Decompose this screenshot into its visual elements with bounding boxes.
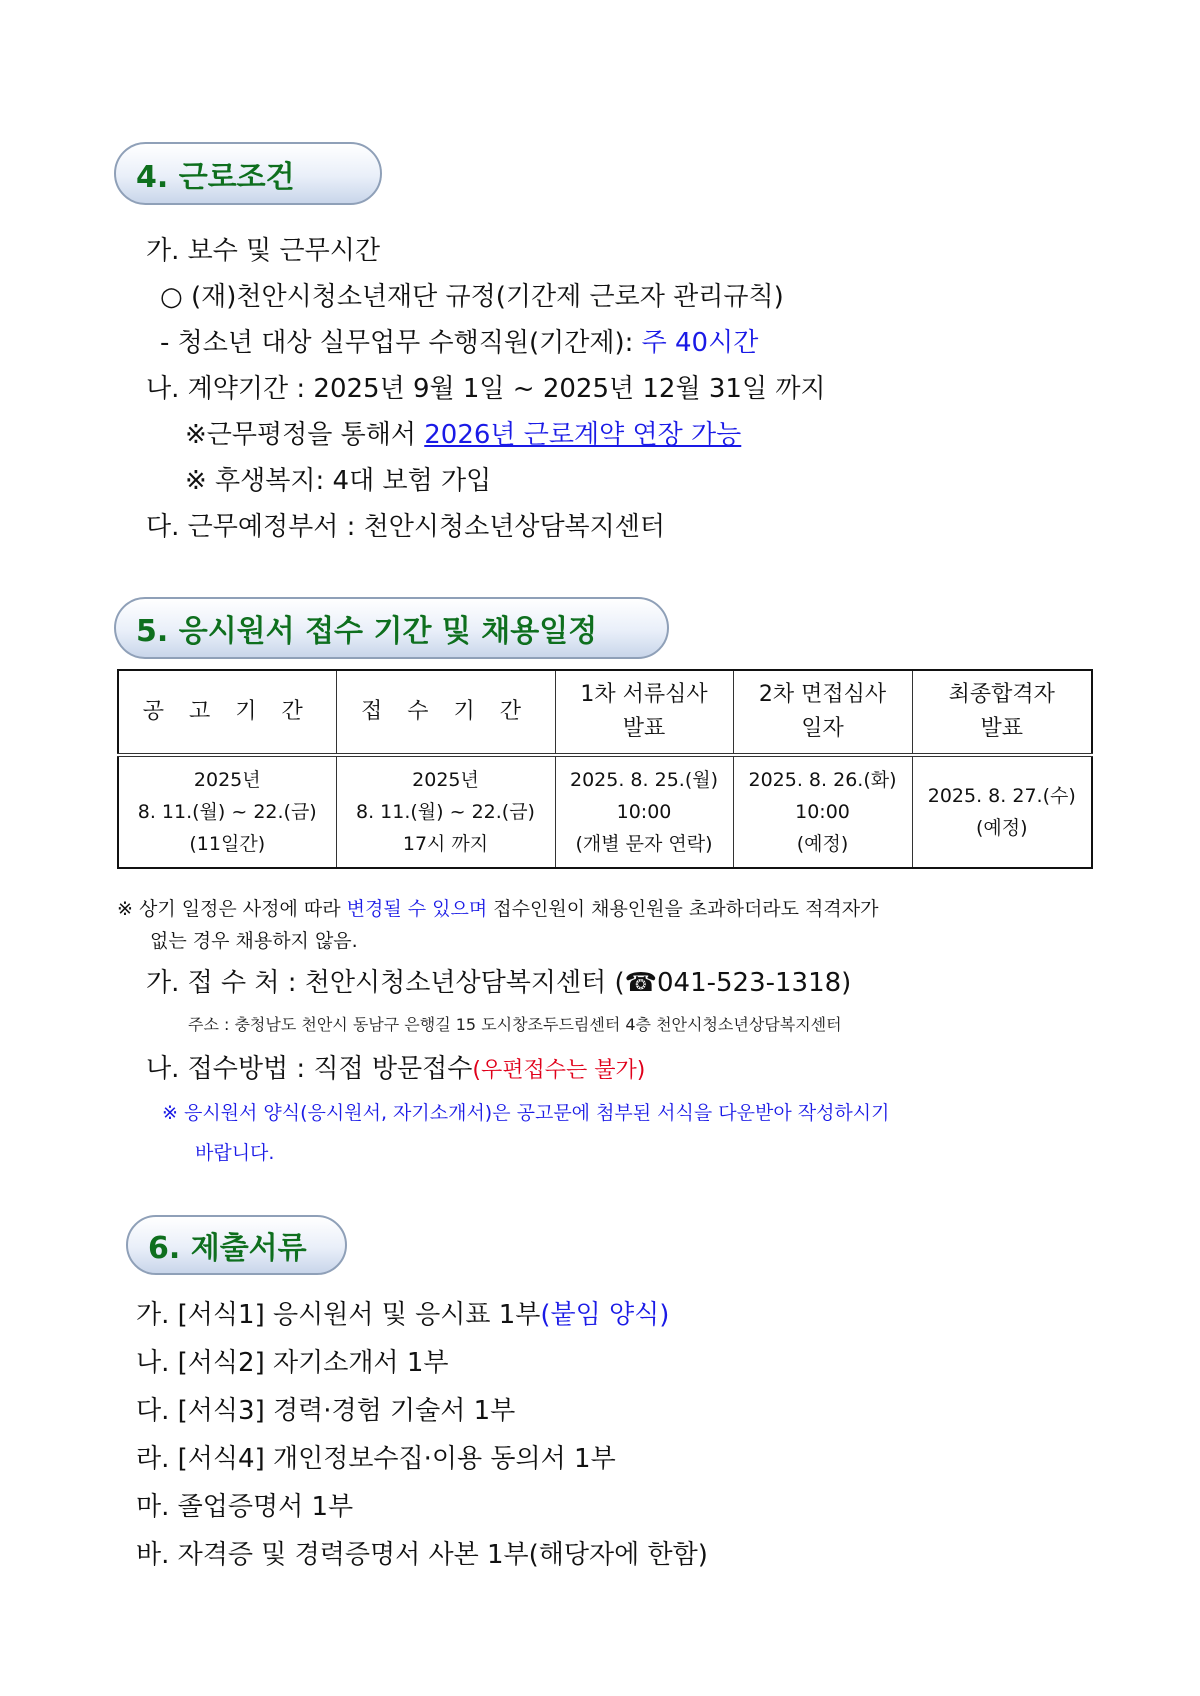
cell-interview: 2025. 8. 26.(화) 10:00 (예정) (733, 755, 912, 868)
cell-doc-review: 2025. 8. 25.(월) 10:00 (개별 문자 연락) (555, 755, 733, 868)
schedule-table (117, 669, 1093, 869)
header-announce: 공 고 기 간 (118, 670, 336, 755)
s5-note (117, 894, 878, 921)
header-interview: 2차 면접심사 일자 (733, 670, 912, 755)
s4-extension-link[interactable]: 2026년 근로계약 연장 가능 (424, 420, 742, 450)
s4-da: 다. 근무예정부서 : 천안시청소년상담복지센터 (146, 512, 666, 542)
s4-ga-circle: ○ (재)천안시청소년재단 규정(기간제 근로자 관리규칙) (160, 282, 784, 312)
s5-ga: 가. 접 수 처 : 천안시청소년상담복지센터 (☎041-523-1318) (146, 968, 852, 998)
s5-note-text: ※ 상기 일정은 사정에 따라 (117, 898, 347, 920)
header-receive: 접 수 기 간 (336, 670, 555, 755)
section-4-title: 4. 근로조건 (136, 159, 295, 195)
s5-note-suffix: 접수인원이 채용인원을 초과하더라도 적격자가 (487, 898, 879, 920)
header-final: 최종합격자 발표 (912, 670, 1092, 755)
s5-na (146, 1048, 645, 1085)
s6-item-2: 나. [서식2] 자기소개서 1부 (136, 1348, 449, 1378)
s6-item-3: 다. [서식3] 경력·경험 기술서 1부 (136, 1396, 516, 1426)
header-doc-review: 1차 서류심사 발표 (555, 670, 733, 755)
s6-item-1 (136, 1294, 669, 1331)
s6-item-4: 라. [서식4] 개인정보수집·이용 동의서 1부 (136, 1444, 616, 1474)
s5-address: 주소 : 충청남도 천안시 동남구 은행길 15 도시창조두드림센터 4층 천안시청소년상담복지센터 (188, 1015, 842, 1034)
s4-ga-dash-text: - 청소년 대상 실무업무 수행직원(기간제): (160, 328, 642, 358)
s5-na-red: (우편접수는 불가) (472, 1058, 646, 1083)
section-6-title: 6. 제출서류 (148, 1231, 307, 1266)
cell-receive: 2025년 8. 11.(월) ~ 22.(금) 17시 까지 (336, 755, 555, 868)
section-5-title: 5. 응시원서 접수 기간 및 채용일정 (136, 614, 598, 649)
s5-form-note-line2: 바랍니다. (195, 1142, 275, 1164)
schedule-header-row (118, 670, 1092, 755)
s4-ga: 가. 보수 및 근무시간 (146, 236, 380, 266)
s5-form-note: ※ 응시원서 양식(응시원서, 자기소개서)은 공고문에 첨부된 서식을 다운받아 작성하시기 (162, 1102, 890, 1124)
s4-hours: 주 40시간 (641, 328, 759, 358)
cell-announce: 2025년 8. 11.(월) ~ 22.(금) (11일간) (118, 755, 336, 868)
s6-item-5: 마. 졸업증명서 1부 (136, 1492, 354, 1522)
s4-na-note1 (185, 414, 741, 451)
s6-item-1-attach: (붙임 양식) (540, 1300, 670, 1330)
cell-final: 2025. 8. 27.(수) (예정) (912, 755, 1092, 868)
s6-item-6: 바. 자격증 및 경력증명서 사본 1부(해당자에 한함) (136, 1540, 708, 1570)
s5-na-text: 나. 접수방법 : 직접 방문접수 (146, 1054, 473, 1084)
section-5-heading (114, 597, 669, 659)
section-6-heading (126, 1215, 347, 1275)
s6-item-1-text: 가. [서식1] 응시원서 및 응시표 1부 (136, 1300, 541, 1330)
s4-na: 나. 계약기간 : 2025년 9월 1일 ~ 2025년 12월 31일 까지 (146, 374, 826, 404)
s5-note-line2: 없는 경우 채용하지 않음. (150, 930, 358, 952)
s5-note-highlight: 변경될 수 있으며 (346, 898, 488, 920)
section-4-heading (114, 142, 382, 205)
s4-ga-dash (160, 322, 758, 359)
s4-note1-text: ※근무평정을 통해서 (185, 420, 425, 450)
s4-na-note2: ※ 후생복지: 4대 보험 가입 (185, 466, 492, 496)
schedule-body-row (118, 755, 1092, 868)
